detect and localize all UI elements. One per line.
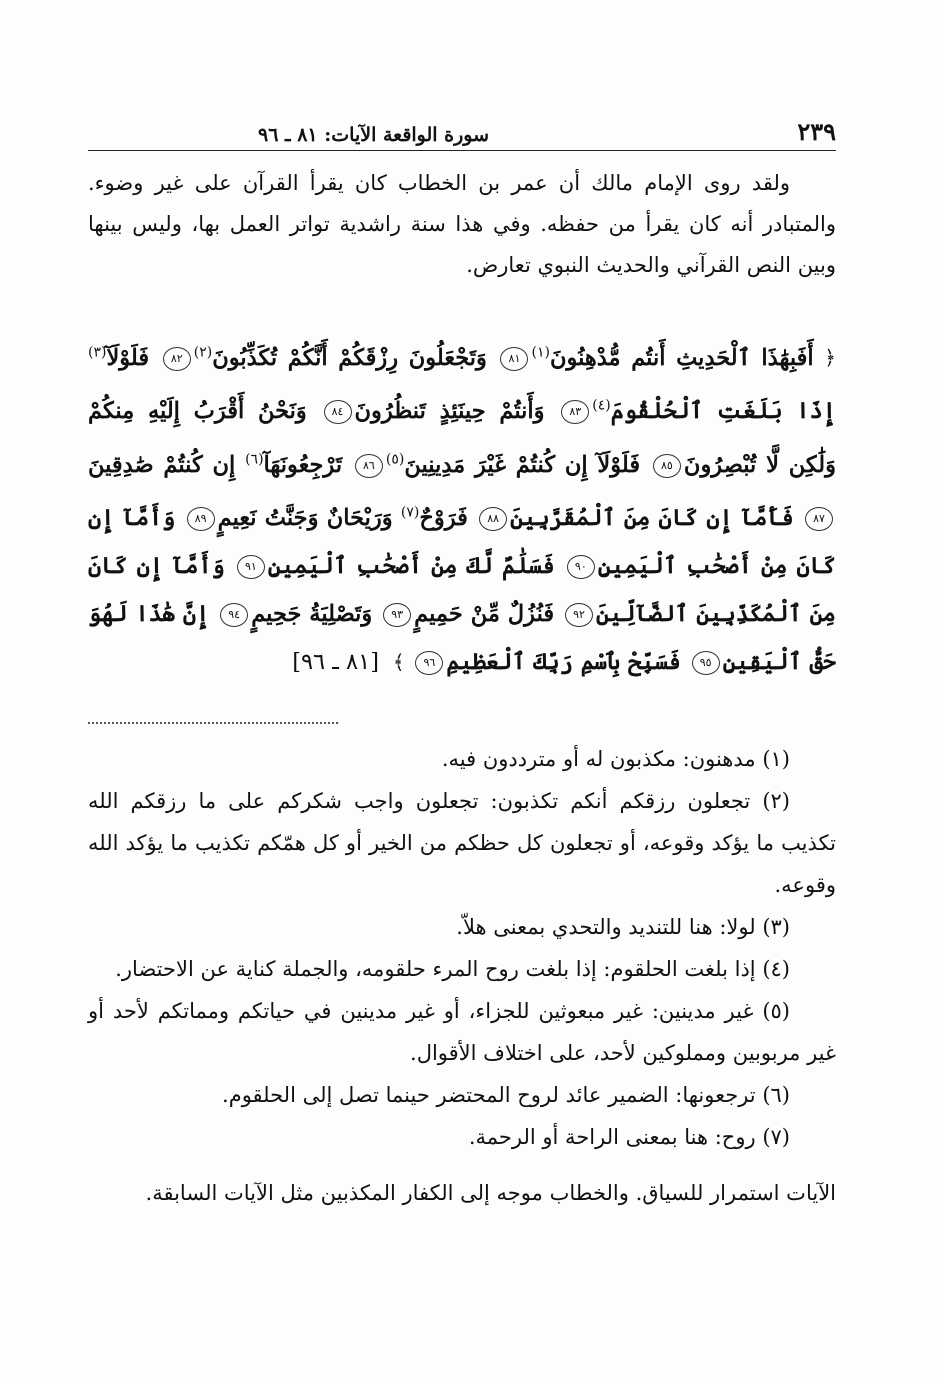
page-number: ٢٣٩ bbox=[797, 117, 836, 146]
footnote-ref: (٦) bbox=[245, 451, 264, 467]
closing-paragraph: الآيات استمرار للسياق. والخطاب موجه إلى الكفار المكذبين مثل الآيات السابقة. bbox=[145, 1181, 836, 1205]
ayah-number-marker: ٨٨ bbox=[479, 507, 507, 531]
footnote-ref: (٧) bbox=[400, 504, 420, 521]
ayah-text: فَنُزُلٌ مِّنْ حَمِيمٍ bbox=[414, 601, 555, 627]
ayah-text: إِن كُنتُمْ صَٰدِقِينَ bbox=[88, 451, 236, 478]
footnote-item: (١) مدهنون: مكذبون له أو مترددون فيه. bbox=[441, 747, 790, 771]
ayah-text: فَلَوْلَآ bbox=[106, 344, 150, 371]
ayah-text: وَنَحْنُ أَقْرَبُ إِلَيْهِ مِنكُمْ وَلَٰكِن لَّا تُبْصِرُونَ bbox=[88, 398, 837, 478]
ayah-text: فَسَلَٰمٌ لَّكَ مِنْ أَصْحَٰبِ ٱلْيَمِينِ bbox=[267, 553, 555, 579]
ayah-text: وَأَمَّآ إِن كَانَ مِنَ ٱلْمُكَذِّبِينَ ٱلضَّآلِّينَ bbox=[88, 553, 836, 627]
ayah-number-marker: ٩٢ bbox=[565, 603, 593, 627]
ayah-text: إِذَا بَلَغَتِ ٱلْحُلْقُومَ bbox=[610, 398, 836, 424]
running-header bbox=[88, 112, 836, 151]
footnote-ref: (٥) bbox=[385, 451, 405, 467]
ayah-text: وَتَصْلِيَةُ جَحِيمٍ bbox=[251, 601, 373, 627]
ayah-text: وَأَنتُمْ حِينَئِذٍ تَنظُرُونَ bbox=[354, 398, 545, 424]
ayah-number-marker: ٩٥ bbox=[692, 651, 720, 675]
page bbox=[88, 112, 836, 1235]
ayah-number-marker: ٨١ bbox=[500, 347, 528, 371]
footnote-ref: (٣) bbox=[88, 344, 107, 360]
ayah-text: فَأَمَّآ إِن كَانَ مِنَ ٱلْمُقَرَّبِينَ bbox=[510, 505, 794, 531]
ayah-number-marker: ٨٥ bbox=[653, 454, 681, 478]
ayah-text: وَرَيْحَانٌ وَجَنَّتُ نَعِيمٍ bbox=[217, 505, 393, 531]
opening-ornament: ﴿ bbox=[824, 345, 836, 370]
ayah-text: فَلَوْلَآ إِن كُنتُمْ غَيْرَ مَدِينِينَ bbox=[404, 451, 641, 478]
ayah-text: تَرْجِعُونَهَآ bbox=[263, 451, 343, 478]
intro-paragraph: ولقد روى الإمام مالك أن عمر بن الخطاب كان يقرأ القرآن على غير وضوء. والمتبادر أنه كان يقرأ من حفظه. وفي هذا سنة راشدية تواتر العمل بها، وليس بينها وبين النص القرآني والحديث النبوي تعارض. bbox=[88, 171, 836, 277]
ayah-text: أَفَبِهَٰذَا ٱلْحَدِيثِ أَنتُم مُّدْهِنُونَ bbox=[549, 344, 814, 371]
ayah-number-marker: ٨٦ bbox=[355, 454, 383, 478]
closing-ornament: ﴾ bbox=[392, 650, 405, 674]
ayah-text: إِنَّ هَٰذَا لَهُوَ حَقُّ ٱلْيَقِينِ bbox=[88, 601, 836, 675]
quran-passage bbox=[88, 328, 836, 686]
footnote-item: (٢) تجعلون رزقكم أنكم تكذبون: تجعلون واجب شكركم على ما رزقكم الله تكذيب ما يؤكد وقوعه، أو تجعلون كل حظكم من الخير أو كل همّكم تكذيب ما يؤكد الله وقوعه. bbox=[88, 789, 836, 897]
footnotes bbox=[88, 738, 836, 1158]
ayah-text: وَأَمَّآ إِن كَانَ مِنْ أَصْحَٰبِ ٱلْيَمِينِ bbox=[88, 505, 837, 579]
ayah-text: وَتَجْعَلُونَ رِزْقَكُمْ أَنَّكُمْ تُكَذِّبُونَ bbox=[212, 344, 487, 371]
ayah-number-marker: ٨٣ bbox=[561, 400, 589, 424]
ayah-number-marker: ٩٤ bbox=[220, 603, 248, 627]
running-title: سورة الواقعة الآيات: ٨١ ـ ٩٦ bbox=[258, 124, 490, 146]
ayah-number-marker: ٨٩ bbox=[187, 507, 215, 531]
quran-segments bbox=[88, 345, 836, 676]
footnote-item: (٦) ترجعونها: الضمير عائد لروح المحتضر حينما تصل إلى الحلقوم. bbox=[222, 1083, 790, 1107]
footnote-item: (٣) لولا: هنا للتنديد والتحدي بمعنى هلاّ. bbox=[456, 915, 790, 939]
ayah-number-marker: ٩٦ bbox=[415, 651, 443, 675]
ayah-number-marker: ٩١ bbox=[237, 555, 265, 579]
ayah-number-marker: ٨٤ bbox=[324, 400, 352, 424]
footnote-divider bbox=[88, 722, 338, 724]
ayah-number-marker: ٩٠ bbox=[567, 555, 595, 579]
footnote-ref: (٢) bbox=[193, 344, 213, 360]
ayah-number-marker: ٨٧ bbox=[805, 507, 833, 531]
ayah-text: فَرَوْحٌ bbox=[419, 505, 468, 531]
footnote-ref: (١) bbox=[531, 344, 550, 360]
footnote-item: (٥) غير مدينين: غير مبعوثين للجزاء، أو غير مدينين في حياتكم ومماتكم لأحد أو غير مربوبين ومملوكين لأحد، على اختلاف الأقوال. bbox=[88, 999, 836, 1065]
footnote-item: (٤) إذا بلغت الحلقوم: إذا بلغت روح المرء حلقومه، والجملة كناية عن الاحتضار. bbox=[115, 957, 790, 981]
footnote-item: (٧) روح: هنا بمعنى الراحة أو الرحمة. bbox=[468, 1125, 790, 1149]
ayah-number-marker: ٨٢ bbox=[163, 347, 191, 371]
footnote-ref: (٤) bbox=[592, 397, 611, 414]
ayah-text: فَسَبِّحْ بِٱسْمِ رَبِّكَ ٱلْعَظِيمِ bbox=[446, 649, 681, 675]
ayah-number-marker: ٩٣ bbox=[383, 603, 411, 627]
verse-reference: [٨١ ـ ٩٦] bbox=[292, 649, 379, 675]
